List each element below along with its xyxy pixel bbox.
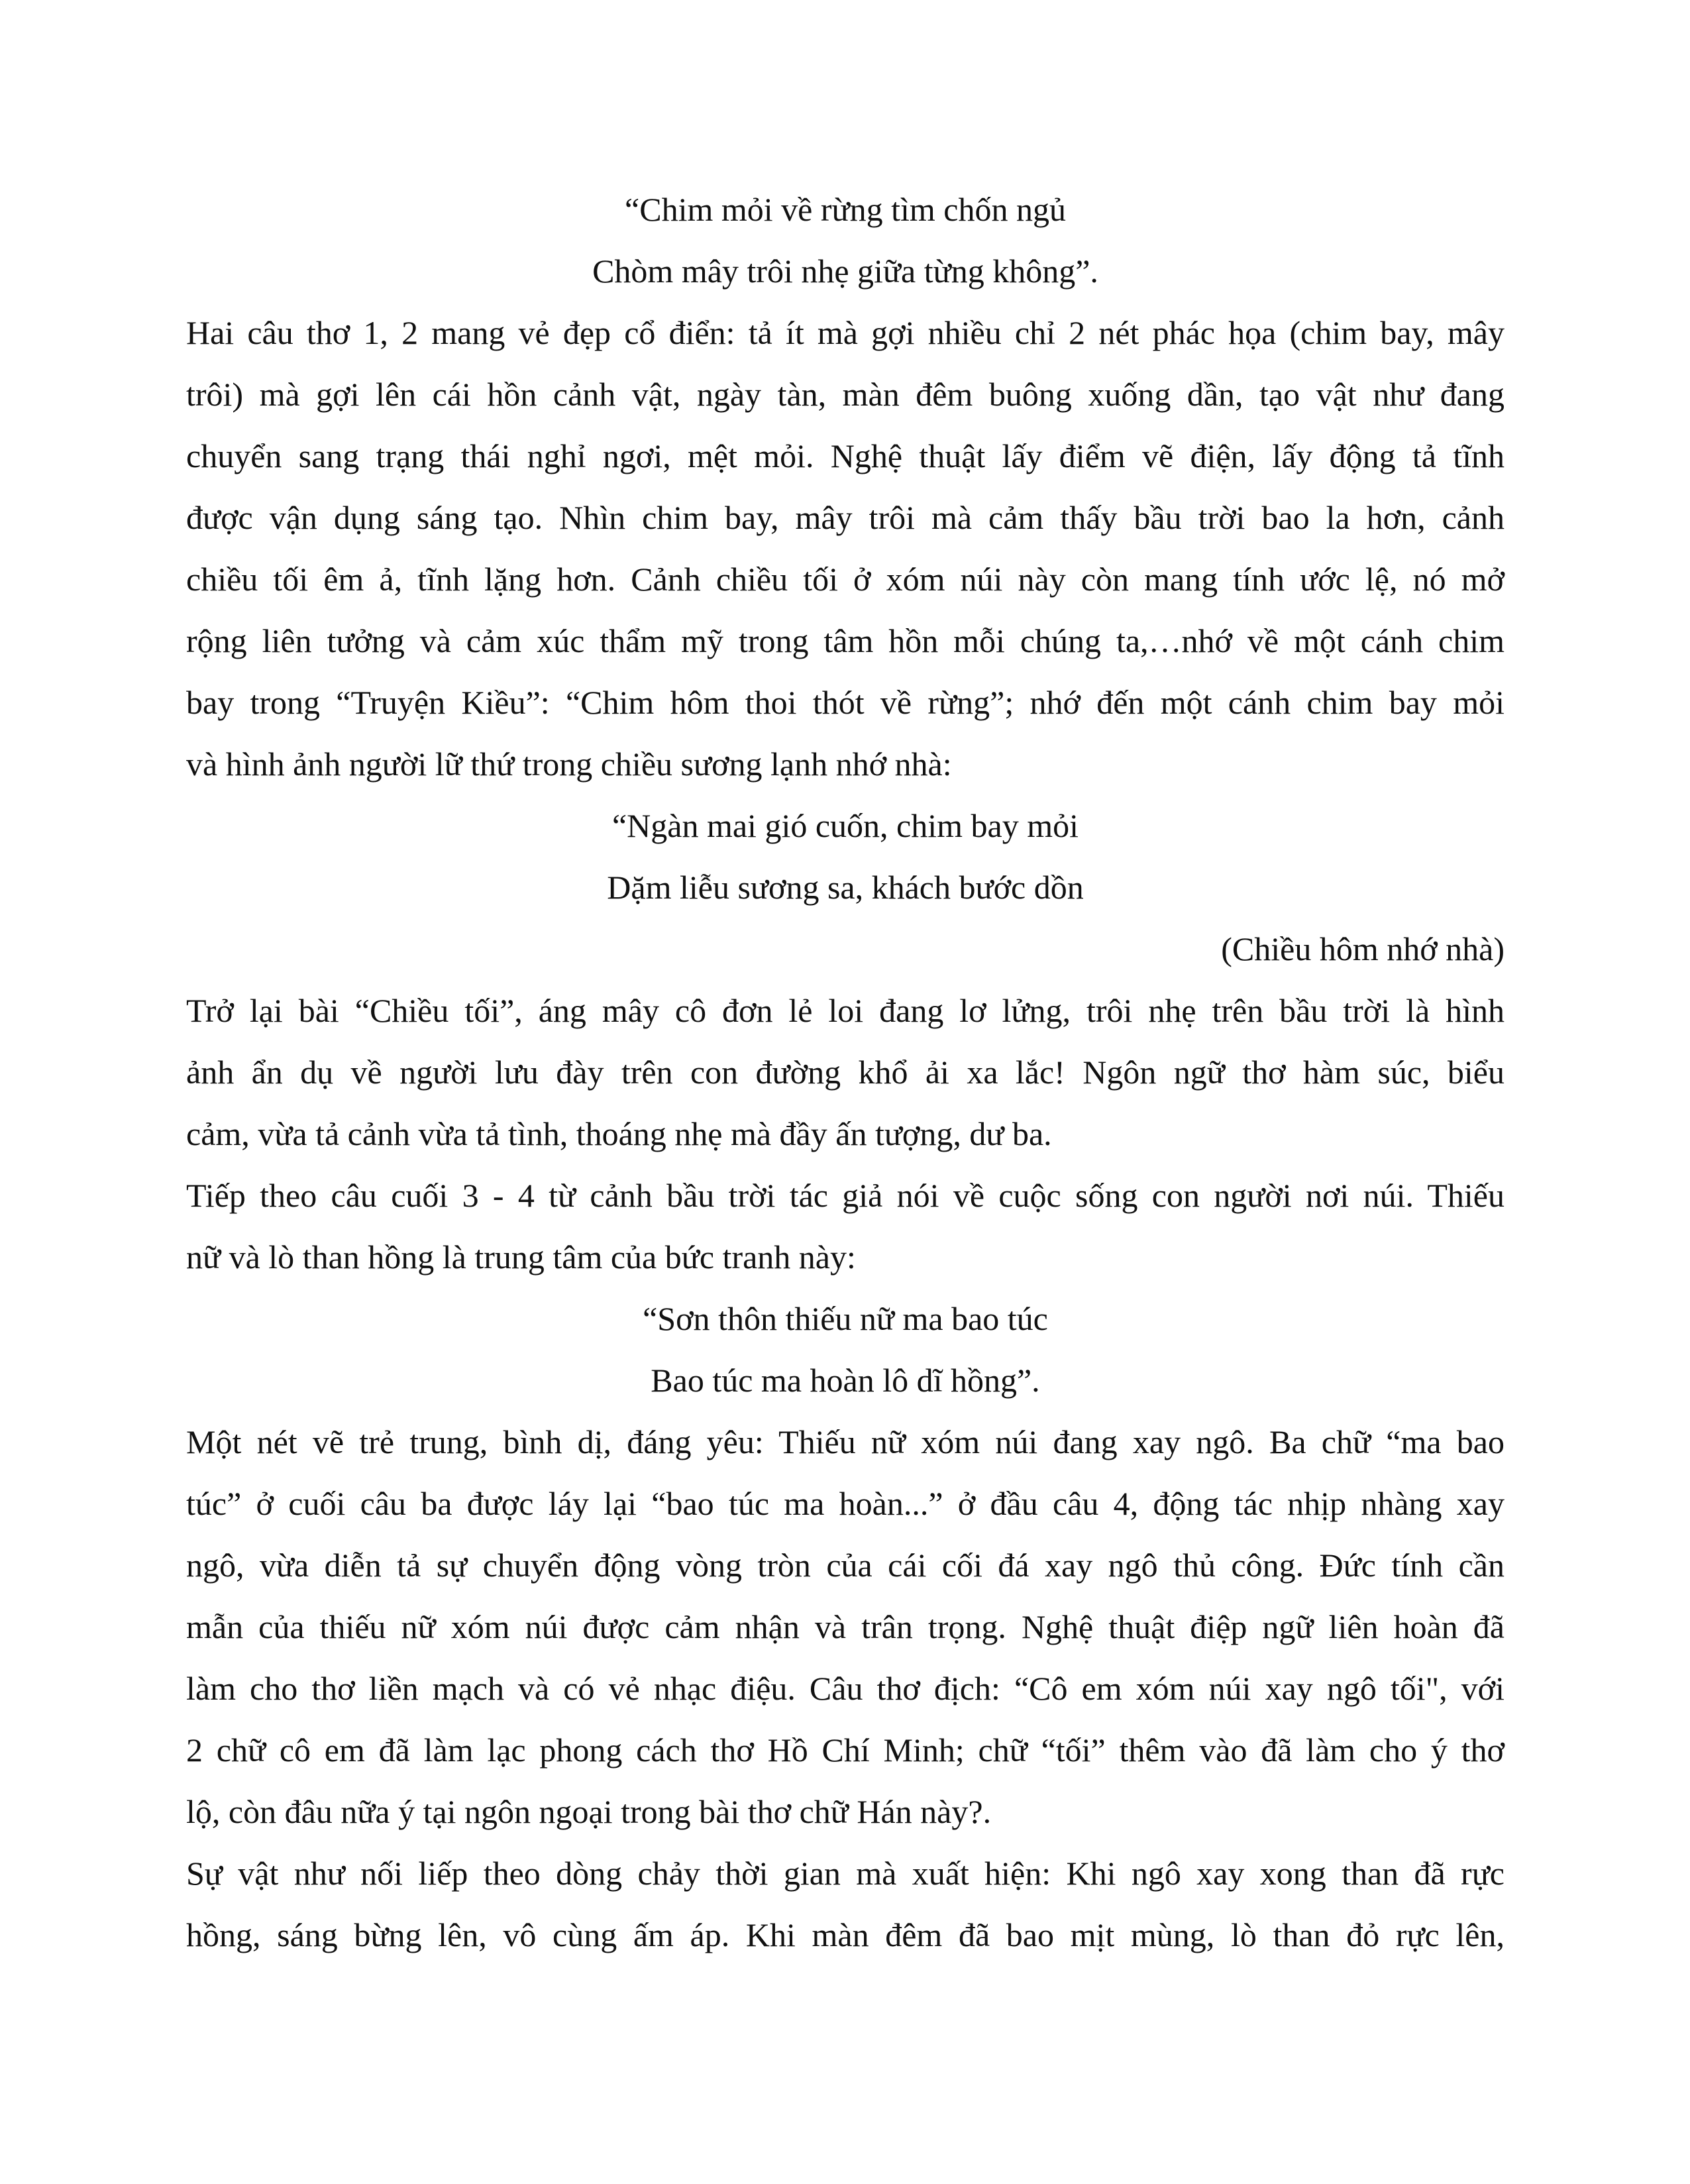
paragraph-line: túc” ở cuối câu ba được láy lại “bao túc ma hoàn...” ở đầu câu 4, động tác nhịp nhàng xay <box>186 1485 1505 1522</box>
paragraph-line: trôi) mà gợi lên cái hồn cảnh vật, ngày tàn, màn đêm buông xuống dần, tạo vật như đang <box>186 376 1505 413</box>
paragraph-line: nữ và lò than hồng là trung tâm của bức tranh này: <box>186 1238 856 1276</box>
paragraph-line: Trở lại bài “Chiều tối”, áng mây cô đơn lẻ loi đang lơ lửng, trôi nhẹ trên bầu trời là hình <box>186 992 1505 1029</box>
paragraph-line: Một nét vẽ trẻ trung, bình dị, đáng yêu: Thiếu nữ xóm núi đang xay ngô. Ba chữ “ma bao <box>186 1423 1505 1460</box>
paragraph-line: mẫn của thiếu nữ xóm núi được cảm nhận và trân trọng. Nghệ thuật điệp ngữ liên hoàn đã <box>186 1608 1505 1645</box>
paragraph-line: ảnh ẩn dụ về người lưu đày trên con đường khổ ải xa lắc! Ngôn ngữ thơ hàm súc, biểu <box>186 1054 1505 1091</box>
paragraph-line: Tiếp theo câu cuối 3 - 4 từ cảnh bầu trời tác giả nói về cuộc sống con người nơi núi. Thiếu <box>186 1177 1505 1214</box>
paragraph-5 <box>186 1843 1505 1966</box>
paragraph-line: Sự vật như nối liếp theo dòng chảy thời gian mà xuất hiện: Khi ngô xay xong than đã rực <box>186 1855 1505 1892</box>
paragraph-line: bay trong “Truyện Kiều”: “Chim hôm thoi thót về rừng”; nhớ đến một cánh chim bay mỏi <box>186 684 1505 721</box>
paragraph-line: được vận dụng sáng tạo. Nhìn chim bay, mây trôi mà cảm thấy bầu trời bao la hơn, cảnh <box>186 499 1505 536</box>
poem-stanza-3 <box>186 1288 1505 1411</box>
poem-source: (Chiều hôm nhớ nhà) <box>1221 930 1505 967</box>
paragraph-line: làm cho thơ liền mạch và có vẻ nhạc điệu. Câu thơ địch: “Cô em xóm núi xay ngô tối", với <box>186 1670 1505 1707</box>
paragraph-line: ngô, vừa diễn tả sự chuyển động vòng tròn của cái cối đá xay ngô thủ công. Đức tính cần <box>186 1547 1505 1584</box>
poem-line: “Chim mỏi về rừng tìm chốn ngủ <box>625 191 1066 228</box>
paragraph-line: chiều tối êm ả, tĩnh lặng hơn. Cảnh chiều tối ở xóm núi này còn mang tính ước lệ, nó mở <box>186 561 1505 598</box>
poem-stanza-2 <box>186 795 1505 980</box>
poem-line: “Ngàn mai gió cuốn, chim bay mỏi <box>611 807 1079 844</box>
paragraph-line: Hai câu thơ 1, 2 mang vẻ đẹp cổ điển: tả ít mà gợi nhiều chỉ 2 nét phác họa (chim bay, mây <box>186 314 1505 351</box>
poem-line: “Sơn thôn thiếu nữ ma bao túc <box>643 1300 1048 1337</box>
paragraph-line: lộ, còn đâu nữa ý tại ngôn ngoại trong bài thơ chữ Hán này?. <box>186 1793 992 1830</box>
paragraph-line: cảm, vừa tả cảnh vừa tả tình, thoáng nhẹ mà đầy ấn tượng, dư ba. <box>186 1115 1052 1152</box>
paragraph-2 <box>186 980 1505 1165</box>
paragraph-line: chuyển sang trạng thái nghỉ ngơi, mệt mỏi. Nghệ thuật lấy điểm vẽ điện, lấy động tả tĩnh <box>186 437 1505 474</box>
paragraph-line: hồng, sáng bừng lên, vô cùng ấm áp. Khi màn đêm đã bao mịt mùng, lò than đỏ rực lên, <box>186 1916 1505 1953</box>
paragraph-line: rộng liên tưởng và cảm xúc thẩm mỹ trong tâm hồn mỗi chúng ta,…nhớ về một cánh chim <box>186 622 1505 659</box>
paragraph-4 <box>186 1411 1505 1843</box>
document-page <box>186 179 1505 1966</box>
poem-stanza-1 <box>186 179 1505 302</box>
poem-line: Dặm liễu sương sa, khách bước dồn <box>607 869 1084 906</box>
poem-line: Bao túc ma hoàn lô dĩ hồng”. <box>651 1362 1040 1399</box>
paragraph-3 <box>186 1165 1505 1288</box>
paragraph-1 <box>186 302 1505 795</box>
paragraph-line: 2 chữ cô em đã làm lạc phong cách thơ Hồ Chí Minh; chữ “tối” thêm vào đã làm cho ý thơ <box>186 1731 1505 1769</box>
paragraph-line: và hình ảnh người lữ thứ trong chiều sương lạnh nhớ nhà: <box>186 745 952 783</box>
poem-line: Chòm mây trôi nhẹ giữa từng không”. <box>592 252 1098 290</box>
